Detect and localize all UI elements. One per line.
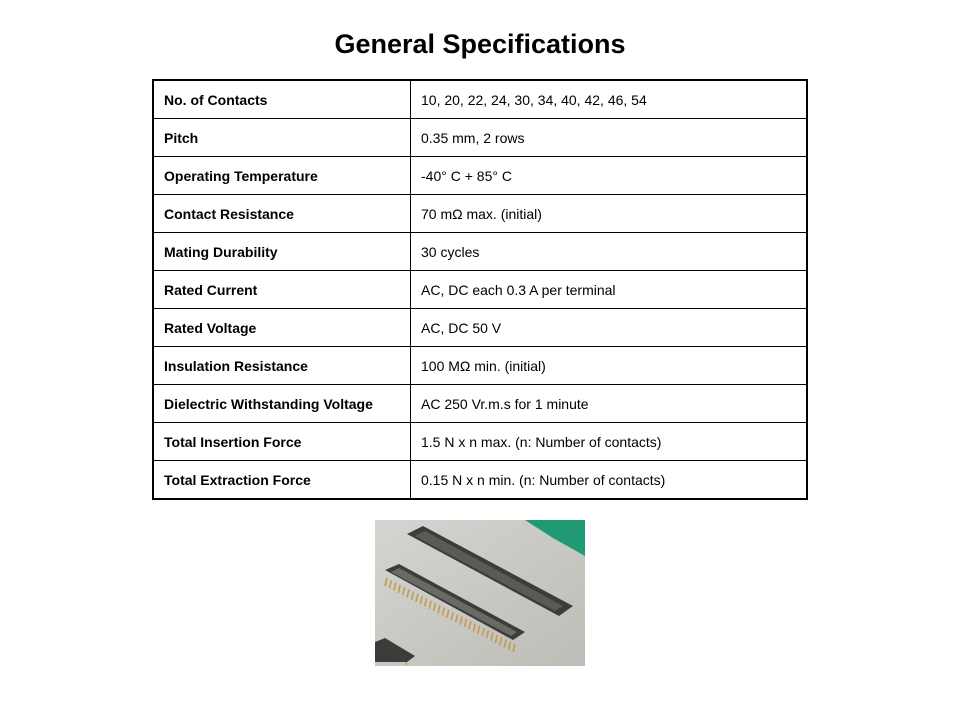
value-cell: 30 cycles (411, 233, 808, 271)
parameter-cell: Total Extraction Force (153, 461, 411, 500)
value-cell: 10, 20, 22, 24, 30, 34, 40, 42, 46, 54 (411, 80, 808, 119)
table-row (153, 195, 807, 233)
page-title: General Specifications (334, 29, 626, 59)
value-cell: AC, DC 50 V (411, 309, 808, 347)
table-row (153, 233, 807, 271)
parameter-cell: Pitch (153, 119, 411, 157)
value-cell: 0.15 N x n min. (n: Number of contacts) (411, 461, 808, 500)
parameter-cell: Insulation Resistance (153, 347, 411, 385)
parameter-cell: Total Insertion Force (153, 423, 411, 461)
parameter-cell: Mating Durability (153, 233, 411, 271)
table-row (153, 423, 807, 461)
parameter-cell: Contact Resistance (153, 195, 411, 233)
value-cell: AC 250 Vr.m.s for 1 minute (411, 385, 808, 423)
table-row (153, 461, 807, 500)
photo-background (375, 520, 585, 666)
table-row (153, 157, 807, 195)
table-row (153, 80, 807, 119)
value-cell: 70 mΩ max. (initial) (411, 195, 808, 233)
table-row (153, 309, 807, 347)
value-cell: 1.5 N x n max. (n: Number of contacts) (411, 423, 808, 461)
value-cell: 100 MΩ min. (initial) (411, 347, 808, 385)
value-cell: 0.35 mm, 2 rows (411, 119, 808, 157)
connector-photo (375, 520, 585, 666)
parameter-cell: Dielectric Withstanding Voltage (153, 385, 411, 423)
connector-illustration (375, 520, 585, 666)
value-cell: -40° C + 85° C (411, 157, 808, 195)
specifications-table (152, 79, 808, 500)
parameter-cell: Rated Current (153, 271, 411, 309)
table-row (153, 119, 807, 157)
value-cell: AC, DC each 0.3 A per terminal (411, 271, 808, 309)
table-row (153, 347, 807, 385)
table-row (153, 271, 807, 309)
table-row (153, 385, 807, 423)
parameter-cell: Rated Voltage (153, 309, 411, 347)
parameter-cell: Operating Temperature (153, 157, 411, 195)
parameter-cell: No. of Contacts (153, 80, 411, 119)
